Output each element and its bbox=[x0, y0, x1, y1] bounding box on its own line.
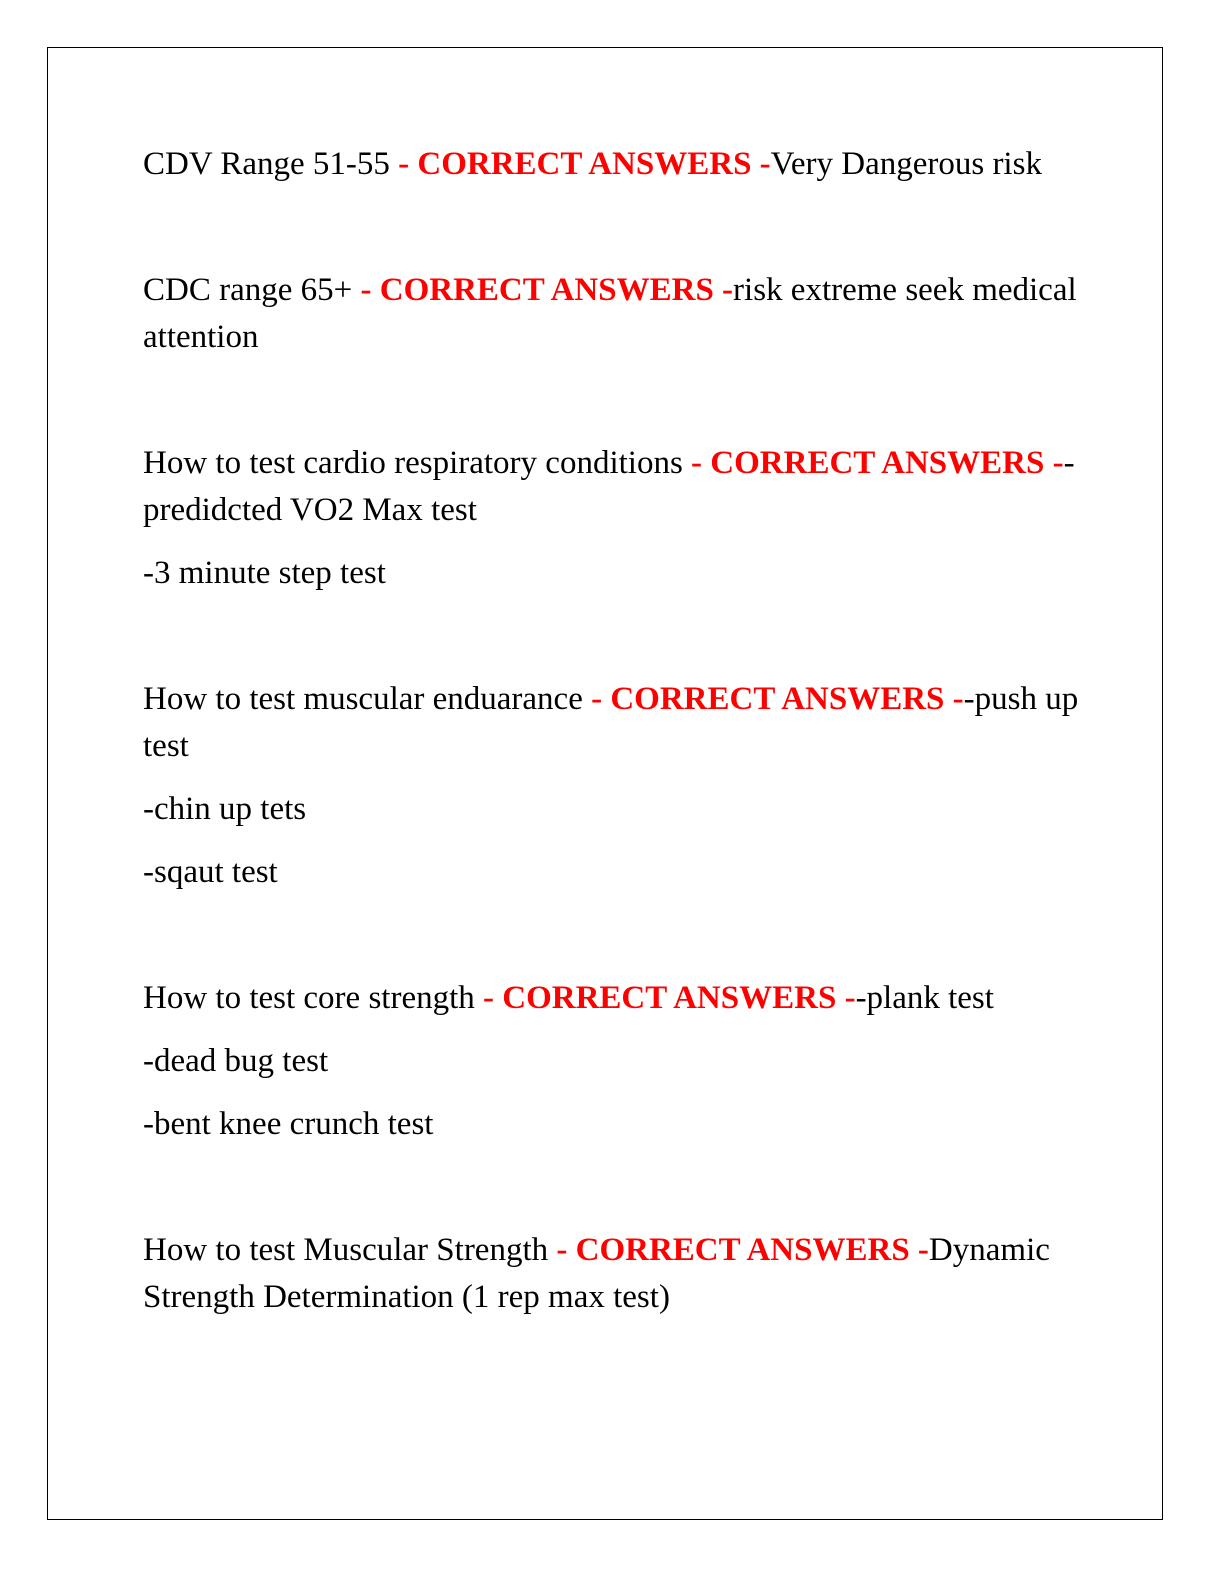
question-text: CDV Range 51-55 bbox=[143, 146, 399, 182]
flashcard-line bbox=[143, 440, 1083, 534]
answer-item: -dead bug test bbox=[143, 1043, 329, 1079]
flashcard-line bbox=[143, 676, 1083, 770]
question-text: How to test core strength bbox=[143, 980, 484, 1016]
flashcard-4 bbox=[143, 676, 1083, 896]
question-text: How to test Muscular Strength bbox=[143, 1232, 557, 1268]
answer-item: -bent knee crunch test bbox=[143, 1106, 434, 1142]
flashcard-6 bbox=[143, 1227, 1083, 1321]
answer-item: -chin up tets bbox=[143, 791, 307, 827]
document-body bbox=[143, 141, 1083, 1400]
answer-text: Very Dangerous risk bbox=[770, 146, 1042, 182]
correct-answers-marker: - CORRECT ANSWERS - bbox=[591, 681, 964, 717]
answer-text: risk extreme seek medical attention bbox=[143, 272, 1077, 355]
flashcard-line bbox=[143, 141, 1083, 188]
correct-answers-marker: - CORRECT ANSWERS - bbox=[556, 1232, 929, 1268]
answer-text: -predidcted VO2 Max test bbox=[143, 445, 1075, 528]
question-text: How to test muscular enduarance bbox=[143, 681, 592, 717]
correct-answers-marker: - CORRECT ANSWERS - bbox=[398, 146, 771, 182]
answer-text: -plank test bbox=[855, 980, 994, 1016]
question-text: How to test cardio respiratory conditions bbox=[143, 445, 692, 481]
flashcard-1 bbox=[143, 141, 1083, 188]
correct-answers-marker: - CORRECT ANSWERS - bbox=[483, 980, 856, 1016]
question-text: CDC range 65+ bbox=[143, 272, 361, 308]
answer-text: -push up test bbox=[143, 681, 1079, 764]
flashcard-line bbox=[143, 975, 1083, 1022]
answer-item: -3 minute step test bbox=[143, 555, 386, 591]
correct-answers-marker: - CORRECT ANSWERS - bbox=[691, 445, 1064, 481]
flashcard-line bbox=[143, 267, 1083, 361]
correct-answers-marker: - CORRECT ANSWERS - bbox=[360, 272, 734, 308]
flashcard-3 bbox=[143, 440, 1083, 597]
flashcard-line bbox=[143, 1227, 1083, 1321]
answer-text: Dynamic Strength Determination (1 rep max test) bbox=[143, 1232, 1050, 1315]
flashcard-5 bbox=[143, 975, 1083, 1148]
answer-item: -sqaut test bbox=[143, 854, 278, 890]
flashcard-2 bbox=[143, 267, 1083, 361]
